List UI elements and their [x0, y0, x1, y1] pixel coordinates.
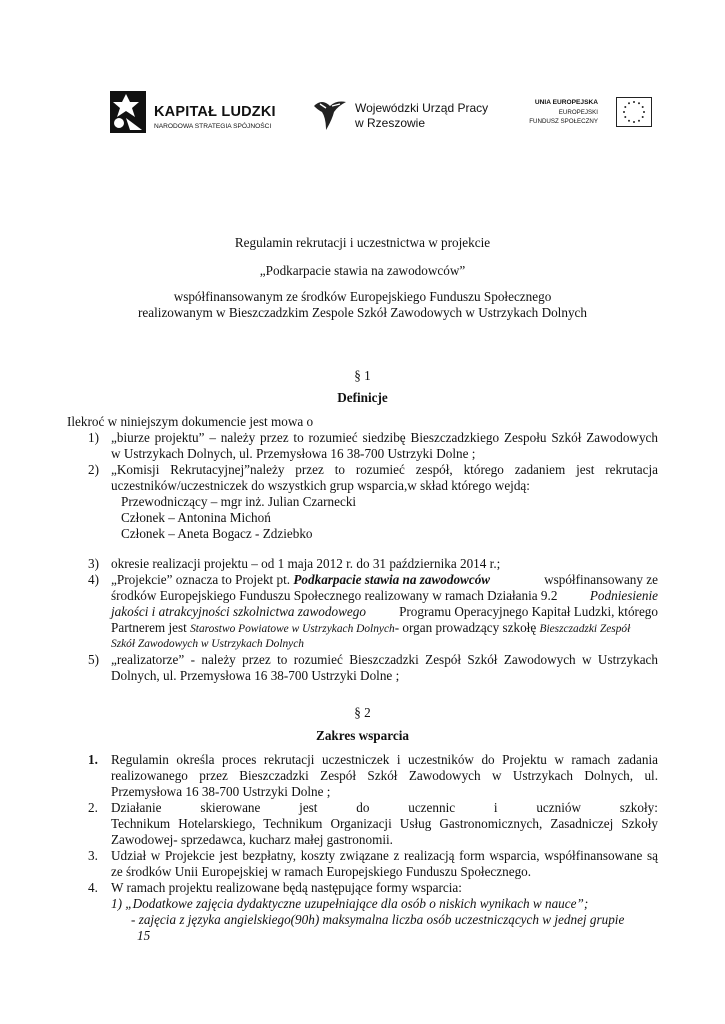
s2-p3-num: 3. [88, 848, 98, 863]
s2-p1-line1: Regulamin określa proces rekrutacji uczestniczek i uczestników do Projektu w ramach zadania [111, 752, 658, 767]
s2-p4-num: 4. [88, 880, 98, 895]
s2-p1-line3: Przemysłowa 16 38-700 Ustrzyki Dolne ; [111, 784, 331, 799]
ue-line3: FUNDUSZ SPOŁECZNY [529, 118, 598, 125]
section1-mark: § 1 [354, 368, 371, 383]
logo-ue-efs [529, 97, 652, 129]
s1-item5-line2: Dolnych, ul. Przemysłowa 16 38-700 Ustrzyki Dolne ; [111, 668, 400, 683]
ue-line1: UNIA EUROPEJSKA [534, 99, 598, 106]
logo-wup [312, 96, 492, 136]
s2-p3-line2: ze środków Unii Europejskiej w ramach Europejskiego Funduszu Społecznego. [111, 864, 532, 879]
title-line4: realizowanym w Bieszczadzkim Zespole Szkół Zawodowych w Ustrzykach Dolnych [138, 305, 587, 320]
s1-item3-line1: okresie realizacji projektu – od 1 maja 2012 r. do 31 października 2014 r.; [111, 556, 501, 571]
s1-item4-l4d: Bieszczadzki Zespół [539, 623, 631, 635]
kl-subtitle: NARODOWA STRATEGIA SPÓJNOŚCI [154, 123, 272, 130]
s2-p2-num: 2. [88, 800, 98, 815]
s1-item2-num: 2) [88, 462, 99, 477]
s2-p4-line1: W ramach projektu realizowane będą następujące formy wsparcia: [111, 880, 462, 895]
s1-item4-line4 [111, 620, 630, 637]
s2-p2-line2: Technikum Hotelarskiego, Technikum Organizacji Usług Gastronomicznych, Zasadniczej Szkoły [111, 816, 658, 831]
ue-line2: EUROPEJSKI [558, 109, 598, 116]
s2-p2-word: i [493, 800, 498, 815]
s1-item4-line5 [111, 636, 304, 652]
s1-item4-c: współfinansowany ze [544, 572, 658, 587]
eu-flag-icon [616, 97, 652, 127]
s1-item4-line3 [111, 604, 658, 620]
s2-p4-sub1: 1) „Dodatkowe zajęcia dydaktyczne uzupełniające dla osób o niskich wynikach w nauce”; [111, 896, 589, 911]
s1-item4-num: 4) [88, 572, 99, 587]
kl-title: KAPITAŁ LUDZKI [154, 104, 276, 120]
s1-item4-l2a: środków Europejskiego Funduszu Społecznego realizowany w ramach Działania 9.2 [111, 588, 558, 603]
s2-p2-word: uczniów [536, 800, 582, 815]
s1-item1-line1: „biurze projektu” – należy przez to rozumieć siedzibę Bieszczadzkiego Zespołu Szkół Zawodowych [111, 430, 658, 445]
s1-item4-project-name: Podkarpacie stawia na zawodowców [293, 572, 491, 587]
s1-item4-a: „Projekcie” oznacza to Projekt pt. [111, 572, 294, 587]
s1-item4-line1 [111, 572, 658, 588]
section1-title: Definicje [337, 390, 388, 405]
s2-p2-word: uczennic [408, 800, 456, 815]
s1-item4-l4b: Starostwo Powiatowe w Ustrzykach Dolnych [190, 623, 395, 635]
s2-p4-sub3: 15 [137, 928, 151, 943]
s1-item5-line1: „realizatorze” - należy przez to rozumieć Bieszczadzki Zespół Szkół Zawodowych w Ustrzykach [111, 652, 658, 667]
s2-p2-line3: Zawodowej- sprzedawca, kucharz małej gastronomii. [111, 832, 393, 847]
section2-mark: § 2 [354, 705, 371, 720]
s1-member2: Członek – Antonina Michoń [121, 510, 271, 525]
s1-item2-line2: uczestników/uczestniczek do wszystkich grup wsparcia,w skład którego wejdą: [111, 478, 530, 493]
s1-item3-num: 3) [88, 556, 99, 571]
logo-kapital-ludzki [106, 88, 286, 138]
s2-p2-word: do [356, 800, 370, 815]
s1-intro: Ilekroć w niniejszym dokumencie jest mowa o [67, 414, 314, 429]
section2-title: Zakres wsparcia [316, 728, 409, 743]
title-line1: Regulamin rekrutacji i uczestnictwa w projekcie [234, 235, 491, 250]
s1-item2-line1: „Komisji Rekrutacyjnej”należy przez to rozumieć zespół, którego zadaniem jest rekrutacja [111, 462, 658, 477]
s1-item4-l5: Szkół Zawodowych w Ustrzykach Dolnych [111, 638, 304, 650]
s1-item4-l3b: Programu Operacyjnego Kapitał Ludzki, którego [399, 604, 658, 619]
title-line3: współfinansowanym ze środków Europejskiego Funduszu Społecznego [173, 289, 552, 304]
s2-p2-line1 [111, 800, 658, 816]
s1-member3: Członek – Aneta Bogacz - Zdziebko [121, 526, 313, 541]
kapital-ludzki-emblem-icon [106, 88, 148, 136]
s2-p2-word: jest [299, 800, 318, 815]
title-line2: „Podkarpacie stawia na zawodowców” [259, 263, 466, 278]
s2-p2-word: skierowane [200, 800, 261, 815]
s1-item4-l4a: Partnerem jest [111, 620, 191, 635]
s1-item4-l4c: - organ prowadzący szkołę [394, 620, 540, 635]
s2-p1-line2: realizowanego przez Bieszczadzki Zespół Szkół Zawodowych w Ustrzykach Dolnych, ul. [111, 768, 658, 783]
wup-line1: Wojewódzki Urząd Pracy [355, 101, 489, 115]
wup-line2: w Rzeszowie [355, 116, 426, 130]
s2-p4-sub2: - zajęcia z języka angielskiego(90h) maksymalna liczba osób uczestniczących w jednej grupie [131, 912, 625, 927]
s2-p3-line1: Udział w Projekcie jest bezpłatny, koszty związane z realizacją form wsparcia, współfinansowane są [111, 848, 658, 863]
s1-item4-l3a: jakości i atrakcyjności szkolnictwa zawodowego [111, 604, 366, 619]
s2-p2-word: Działanie [111, 800, 162, 815]
s1-item1-num: 1) [88, 430, 99, 445]
s1-item1-line2: w Ustrzykach Dolnych, ul. Przemysłowa 16 38-700 Ustrzyki Dolne ; [111, 446, 476, 461]
s2-p2-word: szkoły: [619, 800, 658, 815]
s1-item4-l2b: Podniesienie [589, 588, 658, 603]
s2-p1-num: 1. [88, 752, 98, 767]
s1-item4-line2 [111, 588, 658, 604]
wup-bird-icon [312, 96, 350, 132]
s1-member1: Przewodniczący – mgr inż. Julian Czarnecki [121, 494, 357, 509]
s1-item5-num: 5) [88, 652, 99, 667]
